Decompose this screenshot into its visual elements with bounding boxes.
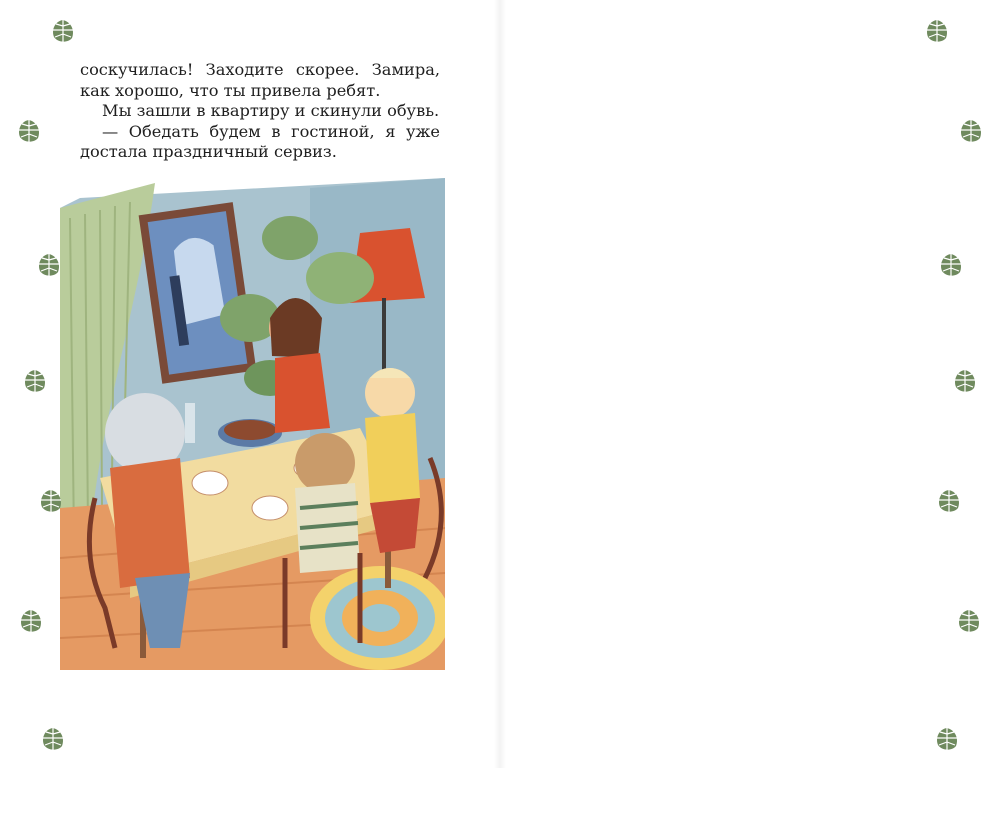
monstera-leaf-icon <box>936 488 962 514</box>
monstera-leaf-icon <box>958 118 984 144</box>
monstera-leaf-icon <box>38 488 64 514</box>
monstera-leaf-icon <box>956 608 982 634</box>
paragraph: — Обедать будем в гостиной, я уже достала праздничный сервиз. <box>80 121 440 161</box>
monstera-leaf-icon <box>36 252 62 278</box>
monstera-leaf-icon <box>924 18 950 44</box>
monstera-leaf-icon <box>934 726 960 752</box>
monstera-leaf-icon <box>50 18 76 44</box>
left-page-text <box>80 60 440 163</box>
monstera-leaf-icon <box>952 368 978 394</box>
monstera-leaf-icon <box>40 726 66 752</box>
monstera-leaf-icon <box>18 608 44 634</box>
monstera-leaf-icon <box>938 252 964 278</box>
monstera-leaf-icon <box>16 118 42 144</box>
monstera-leaf-icon <box>22 368 48 394</box>
paragraph: соскучилась! Заходите скорее. Замира, как хорошо, что ты привела ребят. <box>80 60 440 100</box>
paragraph: Мы зашли в квартиру и скинули обувь. <box>102 101 440 120</box>
right-page <box>500 0 1000 768</box>
left-page <box>0 0 500 768</box>
family-dinner-illustration <box>60 178 445 670</box>
